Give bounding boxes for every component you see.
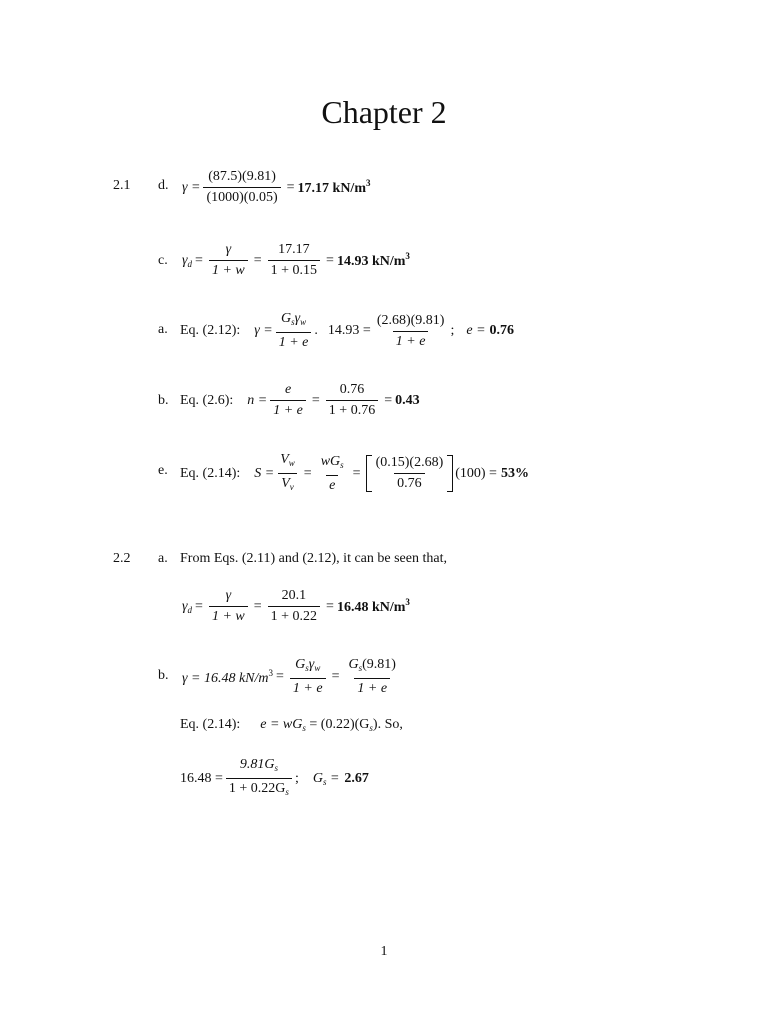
equals-sign: = [195,252,203,268]
equals-sign: = [303,465,312,481]
separator: . [314,323,318,338]
numerator: γ [225,588,232,603]
equation-2-2-b-solve [180,757,369,800]
fraction [326,382,378,419]
equation-2-2-b-ref [180,717,403,733]
fraction [277,452,298,495]
result: 17.17 $kN/m^3$ [297,178,371,196]
numerator: 17.17 [278,242,310,257]
part-label-b: b. [158,668,169,683]
gamma-symbol: $\gamma_d$ [182,252,193,269]
equation-lhs: S = [254,465,275,481]
page-number: 1 [380,944,388,959]
denominator: 0.76 [394,473,425,492]
equation-lhs: n = [247,392,268,408]
denominator: 1 + w [209,606,248,625]
result: 14.93 $kN/m^3$ [336,251,410,269]
numerator: $G_s\gamma_w$ [295,657,321,673]
numerator: $wG_s$ [320,453,344,470]
equation-2-2-a [182,588,410,625]
equation-reference: Eq. (2.12): [180,323,241,338]
void-ratio-label: e = [466,323,486,338]
denominator: 1 + e [270,400,306,419]
result: 53% [500,465,529,481]
equation-2-1-e [180,452,529,495]
denominator: 1 + 0.15 [268,260,320,279]
result: 0.43 [395,392,420,408]
fraction [268,242,320,279]
equation-lhs: 14.93 = [327,323,371,338]
equation-reference: Eq. (2.14): [180,717,241,732]
fraction [374,313,448,350]
specific-gravity-label: $G_s$ = [312,770,340,787]
fraction [373,455,447,492]
problem-number-2-1: 2.1 [113,178,131,193]
multiplier: (100) = [455,465,497,481]
equation-reference: Eq. (2.6): [180,392,234,408]
denominator: 1 + e [354,678,390,697]
equation-2-1-a [180,311,514,351]
fraction [209,588,248,625]
equals-sign: = [326,598,334,614]
equation-2-1-d [182,169,370,206]
result: 16.48 $kN/m^3$ [336,597,410,615]
numerator: $V_w$ [280,452,295,468]
equation-lhs: γ = 16.48 $kN/m^3$ [182,667,274,686]
numerator: (87.5)(9.81) [208,169,276,184]
numerator: (0.15)(2.68) [375,455,444,470]
equals-sign: = [195,598,203,614]
numerator: e [284,382,292,397]
numerator: 0.76 [339,382,365,397]
denominator: 1 + e [393,331,429,350]
equals-sign: = [326,252,334,268]
separator: ; [294,770,299,786]
denominator: 1 + w [209,260,248,279]
explanation-text: From Eqs. (2.11) and (2.12), it can be seen that, [180,551,447,566]
fraction [276,311,312,351]
part-label-c: c. [158,253,168,268]
part-label-b: b. [158,393,169,408]
equals-sign: = [331,669,340,684]
numerator: 20.1 [281,588,307,603]
result: 2.67 [344,770,369,786]
result: 0.76 [489,323,515,338]
square-bracket [366,455,454,492]
fraction [346,657,399,697]
denominator: e [326,475,338,494]
numerator: $G_s(9.81)$ [348,657,396,673]
fraction [270,382,306,419]
denominator: 1 + e [290,678,326,697]
gamma-symbol: γ = [254,323,273,338]
page-title: Chapter 2 [321,94,447,130]
denominator: 1 + e [276,332,312,351]
fraction [268,588,320,625]
equals-sign: = [384,392,393,408]
equals-sign: = [311,392,320,408]
equation-reference: Eq. (2.14): [180,465,241,481]
equation-lhs: γ = [182,179,201,195]
equals-sign: = [253,598,262,614]
gamma-symbol: $\gamma_d$ [182,598,193,615]
fraction [209,242,248,279]
denominator: $1 + 0.22G_s$ [226,778,292,800]
numerator: (2.68)(9.81) [376,312,445,328]
numerator: $G_s\gamma_w$ [280,311,307,327]
equation-2-2-b [182,657,402,697]
denominator: (1000)(0.05) [203,187,280,206]
fraction [226,757,292,800]
part-label-d: d. [158,178,169,193]
equals-sign: = [352,465,361,481]
denominator: 1 + 0.22 [268,606,320,625]
equals-sign: = [286,179,295,195]
separator: ; [450,323,455,338]
equation-2-1-b [180,382,420,419]
fraction [203,169,280,206]
equals-sign: = [253,252,262,268]
denominator: 1 + 0.76 [326,400,378,419]
void-ratio-equation: $e = wG_s = (0.22)(G_s)$. So, [260,717,403,733]
part-label-e: e. [158,463,168,478]
part-label-a: a. [158,551,168,566]
equation-lhs: 16.48 = [180,770,223,786]
equation-2-1-c [182,242,410,279]
numerator: $9.81G_s$ [239,757,278,773]
part-label-a: a. [158,322,168,337]
numerator: γ [225,242,232,257]
fraction [318,454,347,494]
fraction [290,657,326,697]
denominator: $V_v$ [278,473,297,495]
problem-number-2-2: 2.2 [113,551,131,566]
equals-sign: = [276,669,284,684]
